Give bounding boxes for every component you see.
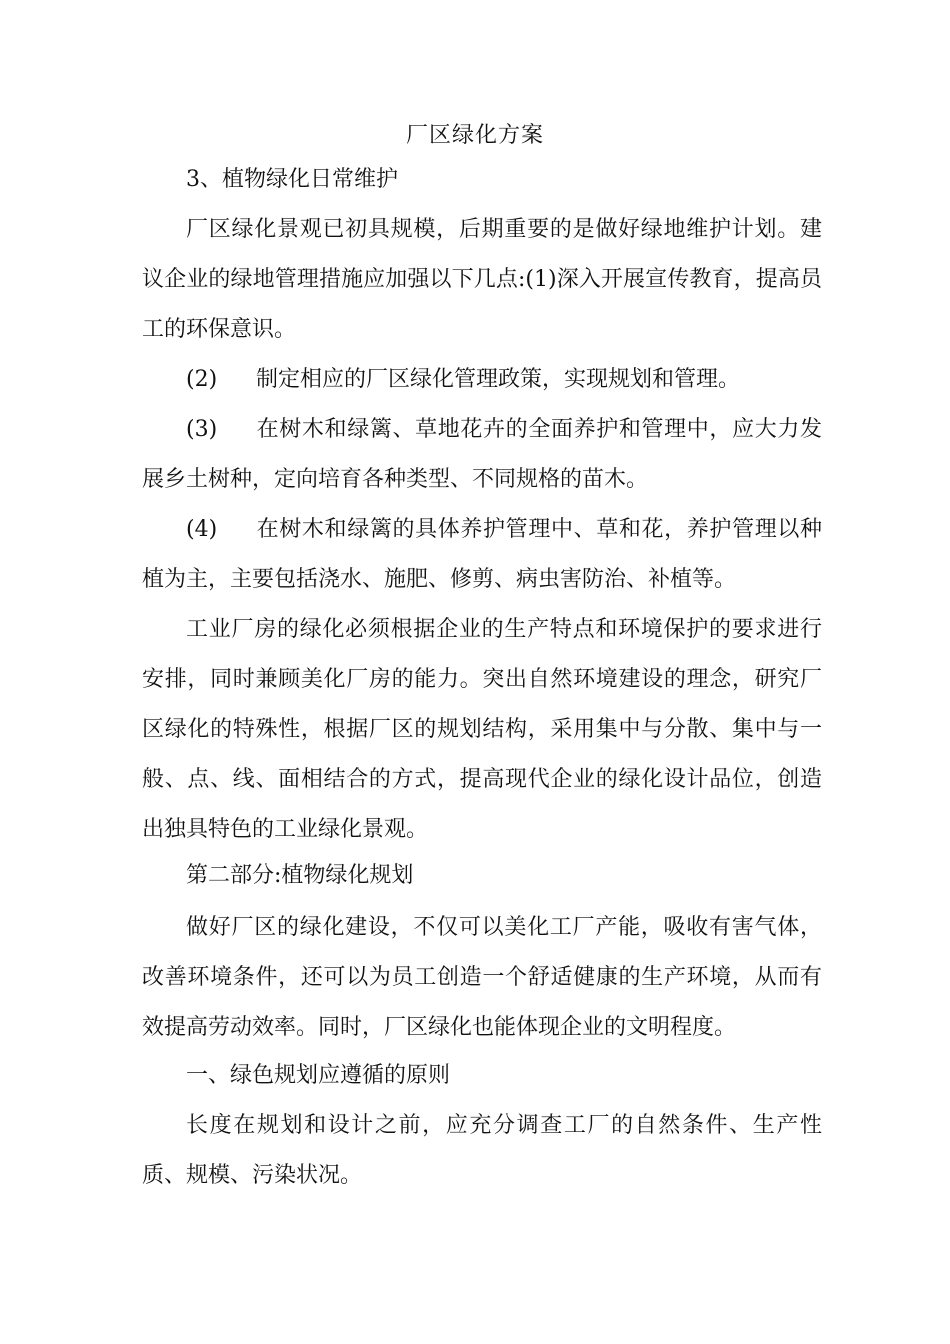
list-item-4 [142,505,822,605]
list-text: 制定相应的厂区绿化管理政策，实现规划和管理。 [256,367,741,392]
subsection-heading-1: 一、绿色规划应遵循的原则 [186,1063,451,1088]
list-number: (2) [186,367,218,392]
list-number: (3) [186,417,218,442]
list-text: 在树木和绿篱、草地花卉的全面养护和管理中，应大力发展乡土树种，定向培育各种类型、不同规格的苗木。 [142,417,822,492]
part-heading-2: 第二部分:植物绿化规划 [186,863,414,888]
paragraph-greening-benefits: 做好厂区的绿化建设，不仅可以美化工厂产能，吸收有害气体，改善环境条件，还可以为员工创造一个舒适健康的生产环境，从而有效提高劳动效率。同时，厂区绿化也能体现企业的文明程度。 [142,915,822,1040]
list-number: (4) [186,517,218,542]
document-title: 厂区绿化方案 [405,123,544,148]
paragraph-industrial-greening: 工业厂房的绿化必须根据企业的生产特点和环境保护的要求进行安排，同时兼顾美化厂房的能力。突出自然环境建设的理念，研究厂区绿化的特殊性，根据厂区的规划结构，采用集中与分散、集中与一般、点、线、面相结合的方式，提高现代企业的绿化设计品位，创造出独具特色的工业绿化景观。 [142,617,822,842]
list-item-2 [142,355,822,405]
paragraph-planning-principles: 长度在规划和设计之前，应充分调查工厂的自然条件、生产性质、规模、污染状况。 [142,1113,822,1188]
list-item-3 [142,405,822,505]
paragraph-maintenance-intro: 厂区绿化景观已初具规模，后期重要的是做好绿地维护计划。建议企业的绿地管理措施应加强以下几点:(1)深入开展宣传教育，提高员工的环保意识。 [142,217,822,342]
list-text: 在树木和绿篱的具体养护管理中、草和花，养护管理以种植为主，主要包括浇水、施肥、修剪、病虫害防治、补植等。 [142,517,822,592]
section-heading-3: 3、植物绿化日常维护 [186,167,398,192]
